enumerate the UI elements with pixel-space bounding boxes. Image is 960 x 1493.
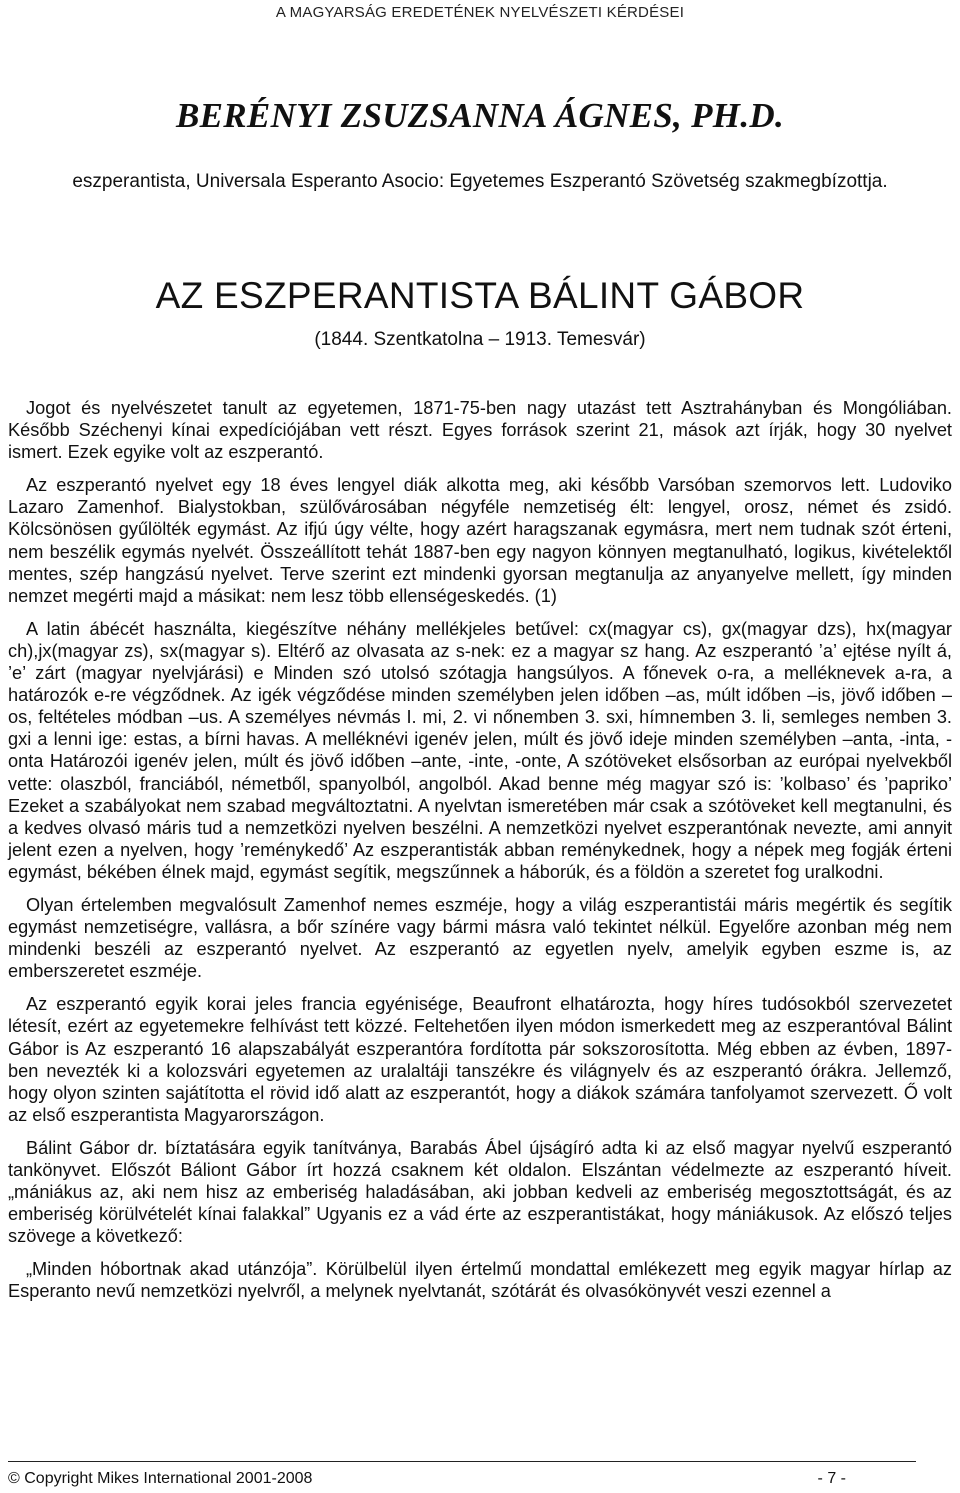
author-name: BERÉNYI ZSUZSANNA ÁGNES, PH.D. bbox=[175, 96, 785, 135]
author-affiliation: eszperantista, Universala Esperanto Asocio: Egyetemes Eszperantó Szövetség szakmegbízottja. bbox=[72, 171, 888, 192]
body-paragraph: Olyan értelemben megvalósult Zamenhof nemes eszméje, hogy a világ eszperantistái máris megértik és segítik egymást nemzetiségre, vallásra, a bőr színére vagy bármi másra való tekintet nélkül. Egyelőre azonban még nem mindenki beszéli az eszperantó nyelvet. Az eszperantó az egyetlen nyelv, amelyik egyben eszme is, az emberszeretet eszméje. bbox=[8, 894, 952, 982]
article-title: AZ ESZPERANTISTA BÁLINT GÁBOR bbox=[155, 275, 805, 316]
body-paragraph: A latin ábécét használta, kiegészítve néhány mellékjeles betűvel: cx(magyar cs), gx(magyar dzs), hx(magyar ch),jx(magyar zs), sx(magyar s). Eltérő az olvasata az s-nek: ez a magyar sz hang. Az eszperantó ’a’ ejtése nyílt á, ’e’ zárt (magyar nyelvjárási) e Minden szó utolsó szótagja hangsúlyos. A főnevek o-ra, a melléknevek a-ra, a határozók e-re végződnek. Az igék végződése minden személyben jelen időben –as, múlt időben –is, jövő időben –os, feltételes módban –us. A személyes névmás I. mi, 2. vi nőnemben 3. sxi, hímnemben 3. li, semleges nemben 3. gxi a lenni ige: estas, a bírni havas. A melléknévi igenév jelen, múlt és jövő ideje minden személyben –anta, -inta, -onta Határozói igenév jelen, múlt és jövő időben –ante, -inte, -onte, A szótöveket elsősorban az európai nyelvekből vette: olaszból, franciából, németből, spanyolból, angolból. Akad benne még magyar szó is: ’kolbaso’ és ’papriko’ Ezeket a szabályokat nem szabad megváltoztatni. A nyelvtan ismeretében már csak a szótöveket kell megtanulni, és a kedves olvasó máris tud a nemzetközi nyelven beszélni. A nemzetközi nyelvet eszperantónak nevezte, ami annyit jelent ezen a nyelven, hogy ’reménykedő’ Az eszperantisták abban reménykednek, hogy a népek meg fogják érteni egymást, békében élnek majd, egymást segítik, megszűnnek a háborúk, és a földön a szeretet fog uralkodni. bbox=[8, 618, 952, 882]
body-paragraph: Az eszperantó nyelvet egy 18 éves lengyel diák alkotta meg, aki később Varsóban szemorvos lett. Ludoviko Lazaro Zamenhof. Bialystokban, szülővárosában négyféle nemzetiség élt: lengyel, orosz, német és zsidó. Kölcsönösen gyűlölték egymást. Az ifjú úgy vélte, hogy azért haragszanak egymásra, mert nem tudnak szót érteni, nem beszélik egymás nyelvét. Összeállított tehát 1887-ben egy nagyon könnyen megtanulható, logikus, kivételektől mentes, szép hangzású nyelvet. Terve szerint ezt mindenki gyorsan megtanulja az anyanyelve mellett, így minden nemzet megérti majd a másikat: nem lesz több ellenségeskedés. (1) bbox=[8, 475, 952, 606]
page-number: - 7 - bbox=[817, 1470, 846, 1487]
running-header: A MAGYARSÁG EREDETÉNEK NYELVÉSZETI KÉRDÉSEI bbox=[275, 4, 685, 21]
footer-divider bbox=[8, 1461, 916, 1462]
copyright-notice: © Copyright Mikes International 2001-2008 bbox=[8, 1470, 313, 1487]
page-footer bbox=[8, 1470, 846, 1488]
body-paragraph: Jogot és nyelvészetet tanult az egyetemen, 1871-75-ben nagy utazást tett Asztrahányban és Mongóliában. Később Széchenyi kínai expedíciójában vett részt. Egyes források szerint 21, mások azt írják, hogy 30 nyelvet ismert. Ezek egyike volt az eszperantó. bbox=[8, 398, 952, 463]
article-body bbox=[8, 397, 952, 1303]
article-dates: (1844. Szentkatolna – 1913. Temesvár) bbox=[314, 329, 646, 350]
body-paragraph: „Minden hóbortnak akad utánzója”. Körülbelül ilyen értelmű mondattal emlékezett meg egyik magyar hírlap az Esperanto nevű nemzetközi nyelvről, a melynek nyelvtanát, szótárát és olvasókönyvét veszi ezennel a bbox=[8, 1259, 952, 1302]
body-paragraph: Bálint Gábor dr. bíztatására egyik tanítványa, Barabás Ábel újságíró adta ki az első magyar nyelvű eszperantó tankönyvet. Előszót Báliont Gábor írt hozzá csaknem két oldalon. Elszántan védelmezte az eszperantó híveit. „mániákus az, aki nem hisz az emberiség haladásában, aki jobban kedveli az emberiség megosztottságát, és az emberiség körülvételét kínai falakkal” Ugyanis ez a vád érte az eszperantistákat, hogy mániákusok. Az előszó teljes szövege a következő: bbox=[8, 1137, 952, 1247]
body-paragraph: Az eszperantó egyik korai jeles francia egyénisége, Beaufront elhatározta, hogy híres tudósokból szervezetet létesít, ezért az egyetemekre felhívást tett közzé. Feltehetően ilyen módon ismerkedett meg az eszperantóval Bálint Gábor is Az eszperantó 16 alapszabályát eszperantóra fordította pár sokszorosította. Még ebben az évben, 1897-ben nevezték ki a kolozsvári egyetemen az uralaltáji tanszékre és világnyelv és az eszperantó órákra. Jellemző, hogy olyon szinten sajátította el rövid idő alatt az eszperantót, hogy a diákok számára tanfolyamot szervezett. Ő volt az első eszperantista Magyarországon. bbox=[8, 994, 952, 1125]
